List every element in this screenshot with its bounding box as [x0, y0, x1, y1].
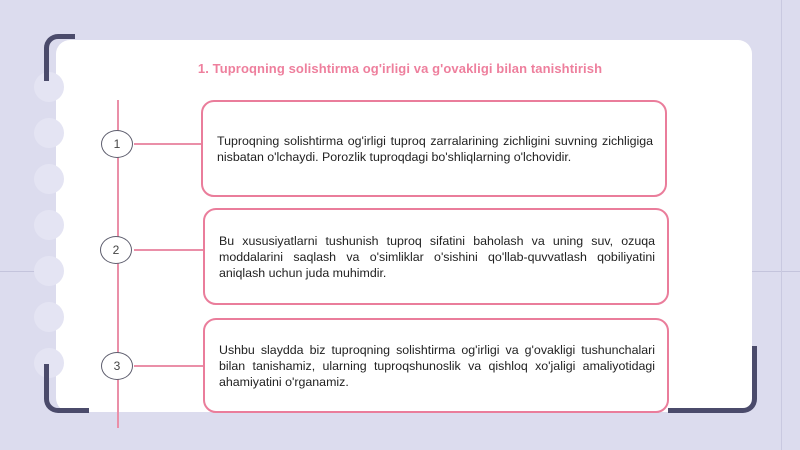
- step-number-3: 3: [101, 352, 133, 380]
- step-number-1: 1: [101, 130, 133, 158]
- step-text-1: Tuproqning solishtirma og'irligi tuproq zarralarining zichligini suvning zichligiga nisbatan o'lchaydi. Porozlik tuproqdagi bo'shliqlarning o'lchovidir.: [217, 133, 653, 164]
- binding-hole: [34, 118, 64, 148]
- timeline-connector: [134, 249, 204, 251]
- binding-hole: [34, 256, 64, 286]
- step-text-2: Bu xususiyatlarni tushunish tuproq sifatini baholash va uning suv, ozuqa moddalarini saqlash va o'simliklar o'sishini qo'llab-quvvatlash qobiliyatini aniqlash uchun juda muhimdir.: [219, 233, 655, 280]
- step-box-3: [203, 318, 669, 413]
- step-box-2: [203, 208, 669, 305]
- step-text-3: Ushbu slaydda biz tuproqning solishtirma og'irligi va g'ovakligi tushunchalari bilan tanishamiz, ularning tuproqshunoslik va qishloq xo'jaligi amaliyotidagi ahamiyatini o'rganamiz.: [219, 342, 655, 389]
- corner-bracket-top-left: [44, 34, 75, 81]
- timeline-connector: [134, 365, 204, 367]
- binding-hole: [34, 210, 64, 240]
- step-box-1: [201, 100, 667, 197]
- corner-bracket-bottom-left: [44, 364, 89, 413]
- step-number-2: 2: [100, 236, 132, 264]
- background-line: [781, 0, 782, 450]
- slide-title: 1. Tuproqning solishtirma og'irligi va g'ovakligi bilan tanishtirish: [197, 61, 603, 76]
- binding-hole: [34, 302, 64, 332]
- corner-bracket-bottom-right: [668, 346, 757, 413]
- timeline-connector: [134, 143, 202, 145]
- binding-hole: [34, 164, 64, 194]
